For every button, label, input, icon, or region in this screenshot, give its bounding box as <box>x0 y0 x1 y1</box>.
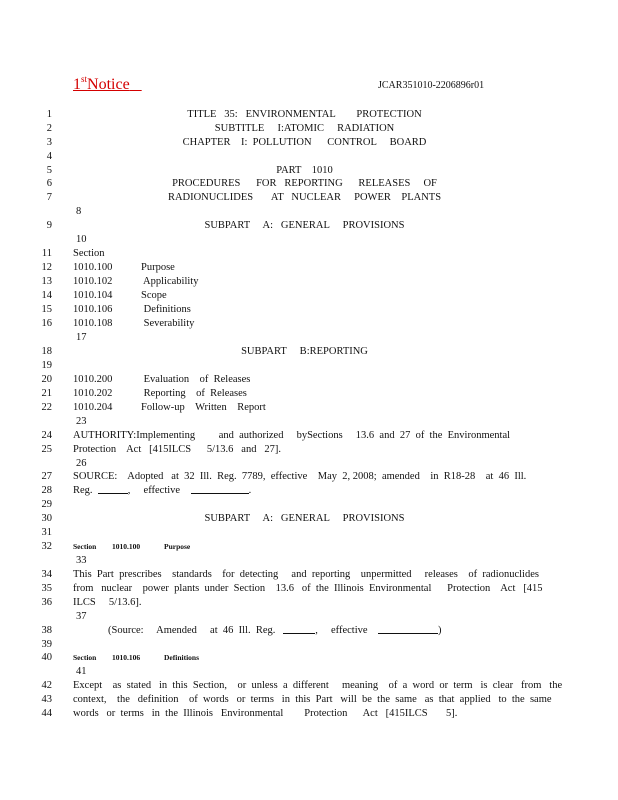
source-reg-label: Reg. <box>73 485 93 496</box>
line-number: 5 <box>46 165 52 176</box>
toc-section-number: 1010.100 <box>73 262 113 273</box>
doc-line-9 <box>0 219 618 233</box>
line-number: 37 <box>76 611 87 622</box>
toc-section-label: Applicability <box>141 276 199 287</box>
purpose-line-3 <box>0 596 618 610</box>
purpose-text: from nuclear power plants under Section 13.6 of the Illinois Environmental Protection Act [415 <box>73 583 543 594</box>
line-number: 24 <box>41 430 52 441</box>
chapter-heading: CHAPTER I: POLLUTION CONTROL BOARD <box>182 137 427 148</box>
doc-line-8 <box>0 205 618 219</box>
line-number: 10 <box>76 234 87 245</box>
document-code: JCAR351010-2206896r01 <box>378 80 485 91</box>
authority-text: Protection Act [415ILCS 5/13.6 and 27]. <box>73 444 281 455</box>
section-title: Purpose <box>164 542 191 551</box>
source-period: . <box>248 485 252 496</box>
line-number: 27 <box>41 471 52 482</box>
line-number: 43 <box>41 694 52 705</box>
doc-line-37 <box>0 610 618 624</box>
source-close-paren: ) <box>438 625 442 636</box>
doc-line-30 <box>0 512 618 526</box>
source-line-2 <box>0 484 618 498</box>
toc-section-number: 1010.200 <box>73 374 113 385</box>
line-number: 39 <box>41 639 52 650</box>
source-effective-label: , effective <box>315 625 368 636</box>
doc-line-1 <box>0 108 618 122</box>
toc-heading: Section <box>73 248 105 259</box>
doc-line-7 <box>0 191 618 205</box>
subpart-a-heading: SUBPART A: GENERAL PROVISIONS <box>204 220 405 231</box>
subtitle-heading: SUBTITLE I:ATOMIC RADIATION <box>214 123 395 134</box>
doc-line-23 <box>0 415 618 429</box>
toc-section-label: Follow-up Written Report <box>141 402 266 413</box>
line-number: 20 <box>41 374 52 385</box>
doc-line-5 <box>0 164 618 178</box>
definitions-line-3 <box>0 707 618 721</box>
doc-line-33 <box>0 554 618 568</box>
authority-line-2 <box>0 443 618 457</box>
section-number: 1010.106 <box>112 653 141 662</box>
line-number: 16 <box>41 318 52 329</box>
line-number: 25 <box>41 444 52 455</box>
title-heading: TITLE 35: ENVIRONMENTAL PROTECTION <box>187 109 422 120</box>
line-number: 3 <box>46 137 52 148</box>
toc-row <box>0 289 618 303</box>
line-number: 34 <box>41 569 52 580</box>
line-number: 11 <box>41 248 52 259</box>
definitions-text: context, the definition of words or terms in this Part will be the same as that applied to the same <box>73 694 552 705</box>
toc-row <box>0 275 618 289</box>
definitions-line-1 <box>0 679 618 693</box>
notice-label <box>73 74 142 94</box>
toc-section-number: 1010.202 <box>73 388 113 399</box>
section-100-source <box>0 624 618 638</box>
purpose-text: This Part prescribes standards for detecting and reporting unpermitted releases of radionuclides <box>73 569 539 580</box>
doc-line-4 <box>0 150 618 164</box>
line-number: 9 <box>46 220 52 231</box>
definitions-text: Except as stated in this Section, or unless a different meaning of a word or term is clear from the <box>73 680 563 691</box>
part-title-line-2: RADIONUCLIDES AT NUCLEAR POWER PLANTS <box>167 192 442 203</box>
notice-superscript: st <box>81 74 88 84</box>
toc-section-number: 1010.104 <box>73 290 113 301</box>
toc-row <box>0 317 618 331</box>
source-text <box>73 484 251 498</box>
doc-line-3 <box>0 136 618 150</box>
line-number: 12 <box>41 262 52 273</box>
line-number: 30 <box>41 513 52 524</box>
doc-line-19 <box>0 359 618 373</box>
line-number: 8 <box>76 206 82 217</box>
toc-row <box>0 261 618 275</box>
doc-line-26 <box>0 457 618 471</box>
toc-section-label: Purpose <box>141 262 175 273</box>
doc-line-39 <box>0 638 618 652</box>
section-106-heading <box>0 651 618 665</box>
line-number: 7 <box>46 192 52 203</box>
effective-date-blank <box>378 633 438 634</box>
definitions-text: words or terms in the Illinois Environmental Protection Act [415ILCS 5]. <box>73 708 458 719</box>
line-number: 41 <box>76 666 87 677</box>
line-number: 14 <box>41 290 52 301</box>
purpose-text: ILCS 5/13.6]. <box>73 597 142 608</box>
doc-line-18 <box>0 345 618 359</box>
toc-section-number: 1010.102 <box>73 276 113 287</box>
line-number: 44 <box>41 708 52 719</box>
line-number: 13 <box>41 276 52 287</box>
line-number: 42 <box>41 680 52 691</box>
source-line-1 <box>0 470 618 484</box>
line-number: 19 <box>41 360 52 371</box>
line-number: 32 <box>41 541 52 552</box>
toc-section-label: Scope <box>141 290 167 301</box>
authority-line-1 <box>0 429 618 443</box>
doc-line-31 <box>0 526 618 540</box>
section-100-heading <box>0 540 618 554</box>
line-number: 38 <box>41 625 52 636</box>
purpose-line-2 <box>0 582 618 596</box>
authority-text: AUTHORITY:Implementing and authorized bySections 13.6 and 27 of the Environmental <box>73 430 511 441</box>
line-number: 40 <box>41 652 52 663</box>
line-number: 4 <box>46 151 52 162</box>
part-title-line-1: PROCEDURES FOR REPORTING RELEASES OF <box>172 178 437 189</box>
toc-section-number: 1010.106 <box>73 304 113 315</box>
line-number: 35 <box>41 583 52 594</box>
doc-line-10 <box>0 233 618 247</box>
line-number: 17 <box>76 332 87 343</box>
line-number: 29 <box>41 499 52 510</box>
purpose-line-1 <box>0 568 618 582</box>
reg-number-blank <box>98 493 128 494</box>
section-number: 1010.100 <box>112 542 141 551</box>
doc-line-6 <box>0 177 618 191</box>
definitions-line-2 <box>0 693 618 707</box>
toc-row <box>0 373 618 387</box>
line-number: 18 <box>41 346 52 357</box>
line-number: 36 <box>41 597 52 608</box>
line-number: 1 <box>46 109 52 120</box>
section-title: Definitions <box>164 653 200 662</box>
source-note-text: (Source: Amended at 46 Ill. Reg. <box>108 625 276 636</box>
doc-line-11 <box>0 247 618 261</box>
subpart-b-heading: SUBPART B:REPORTING <box>241 346 368 357</box>
reg-number-blank <box>283 633 315 634</box>
doc-line-2 <box>0 122 618 136</box>
notice-word: Notice <box>87 76 130 93</box>
section-label: Section <box>73 653 97 662</box>
doc-line-17 <box>0 331 618 345</box>
effective-date-blank <box>191 493 249 494</box>
line-number: 33 <box>76 555 87 566</box>
line-number: 23 <box>76 416 87 427</box>
line-number: 28 <box>41 485 52 496</box>
notice-number: 1 <box>73 76 81 93</box>
line-number: 31 <box>41 527 52 538</box>
line-number: 2 <box>46 123 52 134</box>
section-label: Section <box>73 542 97 551</box>
toc-section-label: Reporting of Releases <box>141 388 247 399</box>
part-heading: PART 1010 <box>276 165 333 176</box>
toc-row <box>0 303 618 317</box>
doc-line-41 <box>0 665 618 679</box>
doc-line-29 <box>0 498 618 512</box>
line-number: 26 <box>76 458 87 469</box>
source-note <box>108 624 442 638</box>
toc-section-label: Evaluation of Releases <box>141 374 251 385</box>
toc-section-label: Definitions <box>141 304 191 315</box>
toc-section-number: 1010.108 <box>73 318 113 329</box>
toc-section-label: Severability <box>141 318 195 329</box>
source-text: SOURCE: Adopted at 32 Ill. Reg. 7789, effective May 2, 2008; amended in R18-28 at 46 Ill. <box>73 471 527 482</box>
line-number: 22 <box>41 402 52 413</box>
subpart-a-repeat-heading: SUBPART A: GENERAL PROVISIONS <box>204 513 405 524</box>
line-number: 15 <box>41 304 52 315</box>
toc-row <box>0 387 618 401</box>
toc-row <box>0 401 618 415</box>
line-number: 21 <box>41 388 52 399</box>
toc-section-number: 1010.204 <box>73 402 113 413</box>
source-effective-label: , effective <box>127 485 181 496</box>
line-number: 6 <box>46 178 52 189</box>
